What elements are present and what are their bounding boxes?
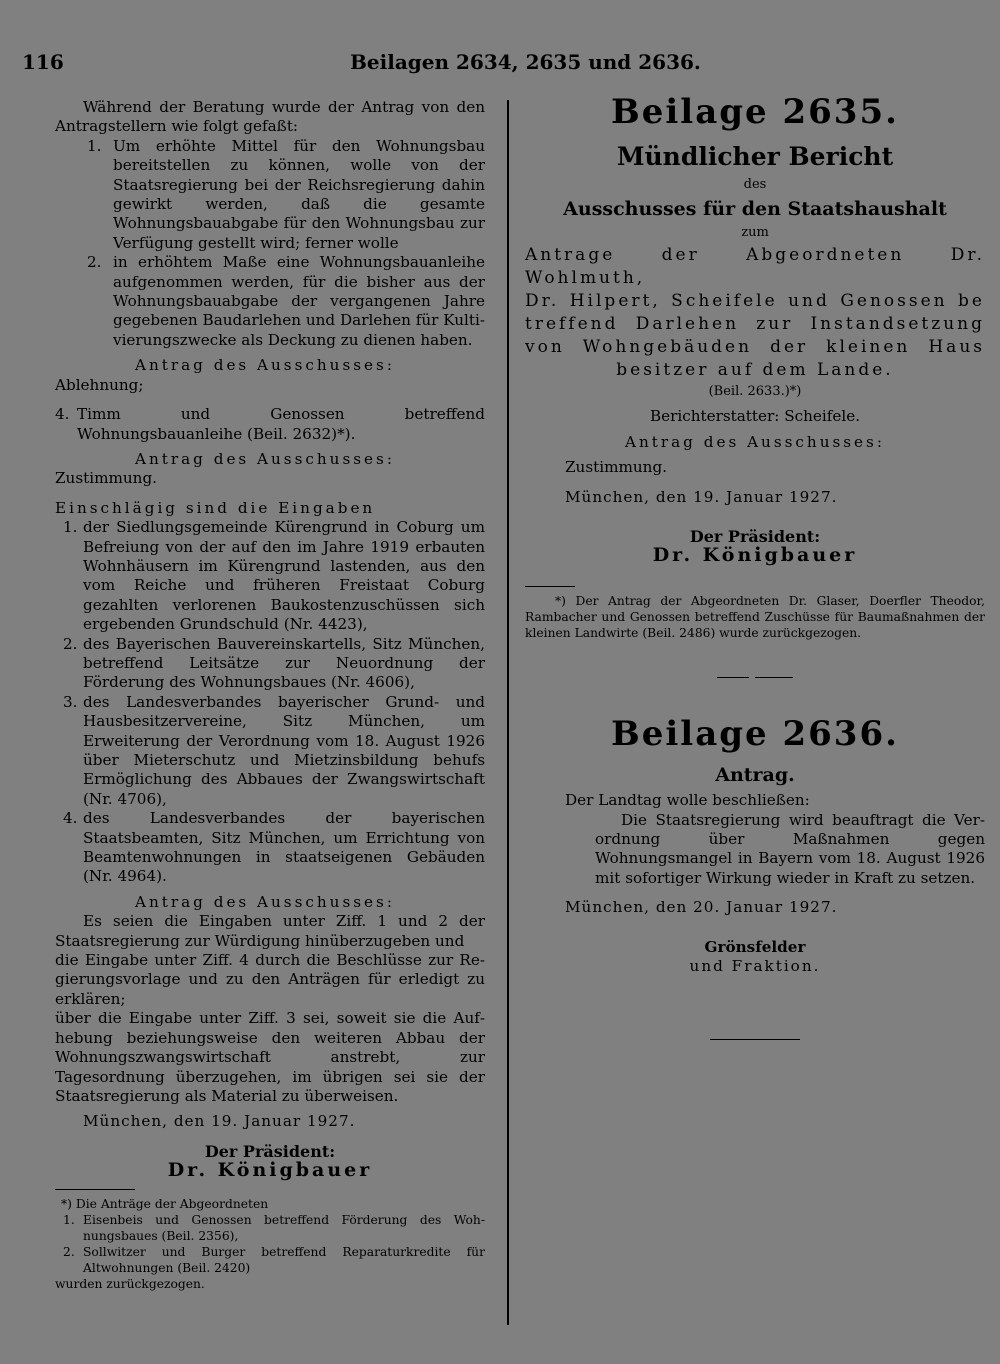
column-divider	[507, 100, 509, 1325]
list-item	[55, 809, 485, 887]
supplement-reference: (Beil. 2633.)*)	[708, 384, 802, 399]
date-line: München, den 19. Januar 1927.	[565, 487, 838, 506]
motion-title: Antrag.	[715, 763, 795, 786]
footnote	[55, 1196, 485, 1292]
committee-motion-label: Antrag des Ausschusses:	[135, 892, 395, 911]
list-number: 3.	[63, 692, 78, 711]
list-text: des Landesverbandes bayerischer Grund- und Hausbesitzervereine, Sitz München, um Erweiterung der Verordnung vom 18. August 1926 über Mieterschutz und Mietzinsbildung behufs Ermöglichung des Abbaues der Zwangswirtschaft (Nr. 4706),	[83, 692, 485, 808]
footnote-item	[55, 1212, 485, 1244]
intro-paragraph: Während der Beratung wurde der Antrag von den Antragstellern wie folgt gefaßt:	[55, 98, 485, 136]
petitions-intro: Einschlägig sind die Eingaben	[55, 498, 376, 517]
committee-motion-label: Antrag des Ausschusses:	[625, 432, 885, 451]
list-number: 2.	[87, 253, 102, 272]
list-number: 4.	[55, 405, 70, 424]
running-title: Beilagen 2634, 2635 und 2636.	[350, 50, 701, 74]
list-text: Sollwitzer und Burger betreffend Reparaturkredite für Altwohnungen (Beil. 2420)	[83, 1244, 485, 1275]
list-text: in erhöhtem Maße eine Wohnungsbauanleihe aufgenommen werden, für die bisher aus der Wohnungsbauabgabe der vergangenen Jahre gegebenen Baudarlehen und Darlehen für Kultivierungszwecke als Deckung zu dienen haben.	[113, 253, 485, 349]
motion-body: Die Staatsregierung wird beauftragt die Verordnung über Maßnahmen gegen Wohnungsmangel in Bayern vom 18. August 1926 mit sofortiger Wirkung wieder in Kraft zu setzen.	[595, 810, 985, 887]
list-item	[55, 137, 485, 253]
list-item	[55, 405, 485, 444]
committee-decision: Zustimmung.	[565, 458, 668, 477]
list-text: der Siedlungsgemeinde Kürengrund in Coburg um Befreiung von der auf den im Jahre 1919 erbauten Wohnhäusern im Kürengrund lastenden, aus den vom Reiche und früheren Freistaat Coburg gezahlten verlorenen Baukostenzuschüssen sich ergebenden Grundschuld (Nr. 4423),	[83, 518, 485, 634]
signer-fraction: und Fraktion.	[689, 957, 821, 976]
footnote: *) Der Antrag der Abgeordneten Dr. Glaser, Doerfler Theodor, Rambacher und Genossen betreffend Zuschüsse für Baumaßnahmen der kleinen Landwirte (Beil. 2486) wurde zurückgezogen.	[525, 593, 985, 640]
subject-line: von Wohngebäuden der kleinen Haus	[525, 337, 985, 357]
date-line: München, den 19. Januar 1927.	[83, 1112, 356, 1131]
list-number: 4.	[63, 809, 78, 828]
left-column	[55, 98, 485, 1292]
list-item	[55, 693, 485, 809]
president-label: Der Präsident:	[689, 527, 821, 547]
president-label: Der Präsident:	[204, 1141, 336, 1161]
list-number: 1.	[87, 136, 102, 155]
list-number: 1.	[63, 1212, 75, 1227]
page-number: 116	[22, 50, 64, 74]
list-item	[55, 518, 485, 634]
list-number: 2.	[63, 634, 78, 653]
subject-line: treffend Darlehen zur Instandsetzung	[525, 314, 985, 334]
footnote-end: wurden zurückgezogen.	[55, 1276, 205, 1291]
president-name: Dr. Königbauer	[652, 544, 858, 567]
date-line: München, den 20. Januar 1927.	[565, 898, 838, 917]
supplement-2636-title: Beilage 2636.	[611, 713, 899, 754]
committee-motion-label: Antrag des Ausschusses:	[135, 449, 395, 468]
report-title: Mündlicher Bericht	[616, 142, 894, 171]
supplement-2635-title: Beilage 2635.	[611, 92, 899, 132]
list-text: Um erhöhte Mittel für den Wohnungsbau bereitstellen zu können, wolle von der Staatsregierung bei der Reichsregierung dahin gewirkt werden, daß die gesamte Wohnungsbauabgabe für den Wohnungsbau zur Verfügung gestellt wird; ferner wolle	[113, 136, 485, 252]
list-text: Timm und Genossen betreffend Wohnungsbauanleihe (Beil. 2632)*).	[77, 405, 485, 443]
list-number: 2.	[63, 1244, 75, 1259]
committee-name: Ausschusses für den Staatshaushalt	[563, 198, 947, 220]
connector-zum: zum	[741, 225, 769, 240]
committee-motion-label: Antrag des Ausschusses:	[135, 356, 395, 375]
committee-decision: Ablehnung;	[55, 375, 144, 394]
list-text: des Landesverbandes der bayerischen Staatsbeamten, Sitz München, um Errichtung von Beamtenwohnungen in staatseigenen Gebäuden (Nr. 4964).	[83, 809, 485, 886]
footnote-rule	[525, 586, 575, 587]
footnote-item	[55, 1244, 485, 1276]
page-header	[0, 50, 1000, 80]
list-number: 1.	[63, 518, 78, 537]
resolution-intro: Der Landtag wolle beschließen:	[565, 791, 810, 810]
footnote-rule	[55, 1189, 135, 1190]
subject-line: Dr. Hilpert, Scheifele und Genossen be	[525, 291, 985, 311]
signer-name: Grönsfelder	[704, 937, 806, 956]
conclusion-paragraph: Es seien die Eingaben unter Ziff. 1 und 2 der Staatsregierung zur Würdigung hinüberzugeben und	[55, 912, 485, 950]
list-item	[55, 253, 485, 350]
reporter-line: Berichterstatter: Scheifele.	[649, 407, 861, 426]
conclusion-paragraph: über die Eingabe unter Ziff. 3 sei, soweit sie die Aufhebung beziehungsweise den weiteren Abbau der Wohnungszwangswirtschaft anstrebt, zur Tagesordnung überzugehen, im übrigen sei sie der Staatsregierung als Material zu überweisen.	[55, 1009, 485, 1105]
footnote-intro: *) Die Anträge der Abgeordneten	[61, 1196, 269, 1211]
committee-decision: Zustimmung.	[55, 469, 158, 488]
president-name: Dr. Königbauer	[167, 1159, 373, 1182]
connector-des: des	[743, 177, 767, 192]
right-column	[525, 90, 985, 1040]
list-item	[55, 635, 485, 693]
subject-line: besitzer auf dem Lande.	[616, 360, 894, 380]
list-text: des Bayerischen Bauvereinskartells, Sitz München, betreffend Leitsätze zur Neuordnung der Förderung des Wohnungsbaues (Nr. 4606),	[83, 634, 485, 692]
subject-line: Antrage der Abgeordneten Dr. Wohlmuth,	[525, 245, 985, 288]
end-rule	[710, 1039, 800, 1040]
conclusion-paragraph: die Eingabe unter Ziff. 4 durch die Beschlüsse zur Regierungsvorlage und zu den Anträgen für erledigt zu erklären;	[55, 951, 485, 1008]
list-text: Eisenbeis und Genossen betreffend Förderung des Wohnungsbaues (Beil. 2356),	[83, 1212, 485, 1243]
